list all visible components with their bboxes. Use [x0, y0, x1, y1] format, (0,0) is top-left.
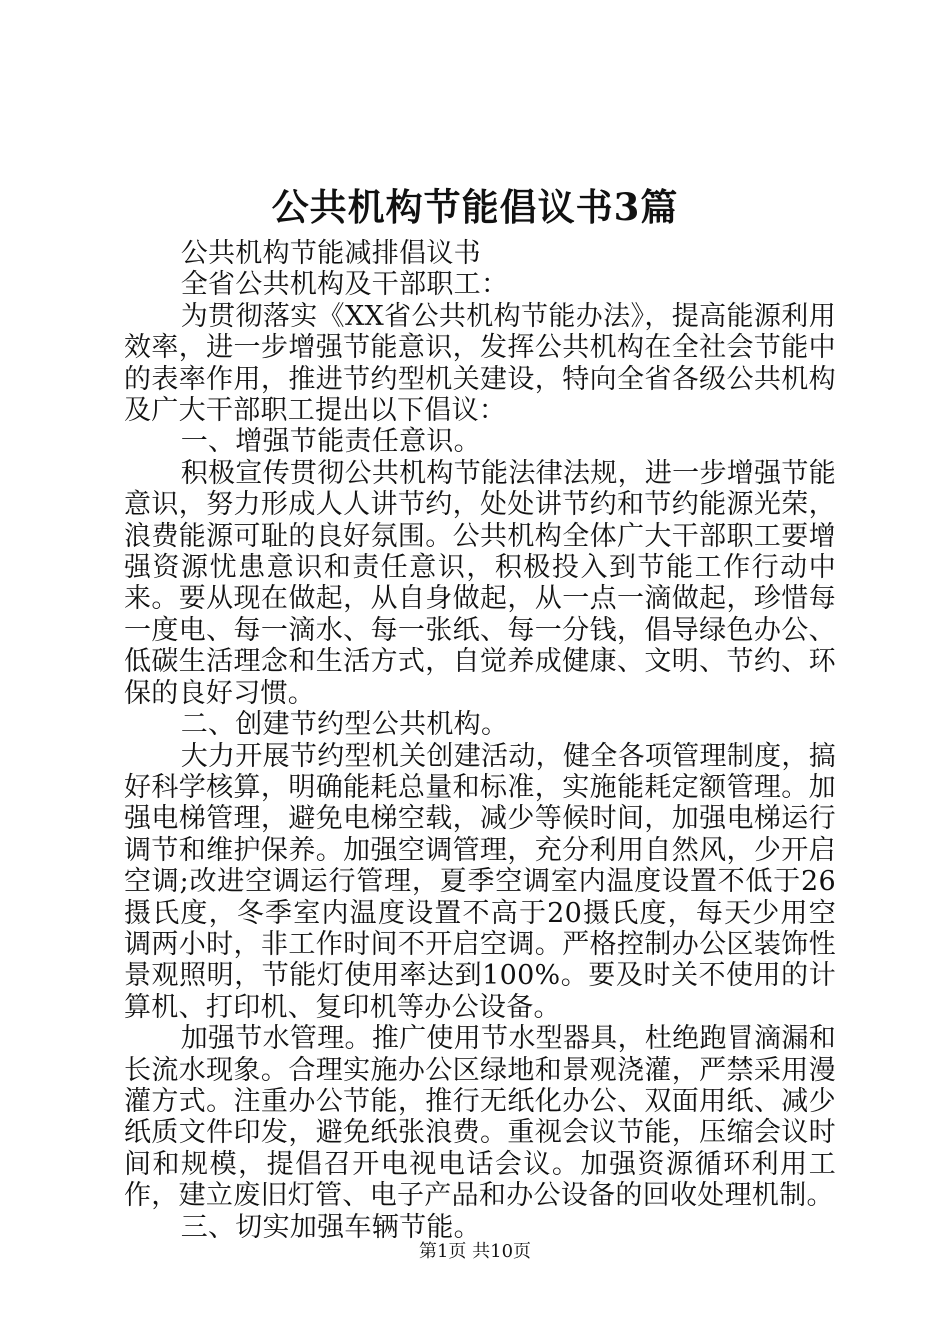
paragraph-section-1: 积极宣传贯彻公共机构节能法律法规，进一步增强节能意识，努力形成人人讲节约，处处讲节约和节约能源光荣，浪费能源可耻的良好氛围。公共机构全体广大干部职工要增强资源忧患意识和责任意识，积极投入到节能工作行动中来。要从现在做起，从自身做起，从一点一滴做起，珍惜每一度电、每一滴水、每一张纸、每一分钱，倡导绿色办公、低碳生活理念和生活方式，自觉养成健康、文明、节约、环保的良好习惯。 — [124, 457, 836, 709]
paragraph-intro: 为贯彻落实《XX省公共机构节能办法》，提高能源利用效率，进一步增强节能意识，发挥公共机构在全社会节能中的表率作用，推进节约型机关建设，特向全省各级公共机构及广大干部职工提出以下倡议： — [124, 300, 836, 427]
paragraph-subtitle: 公共机构节能减排倡议书 — [180, 238, 481, 269]
paragraph-salutation: 全省公共机构及干部职工： — [180, 269, 509, 301]
section-heading-2: 二、创建节约型公共机构。 — [180, 709, 509, 741]
section-heading-1: 一、增强节能责任意识。 — [180, 426, 481, 458]
page-footer — [0, 1240, 950, 1264]
section-heading-3: 三、切实加强车辆节能。 — [180, 1211, 481, 1243]
document-body — [124, 238, 836, 1243]
paragraph-water-saving: 加强节水管理。推广使用节水型器具，杜绝跑冒滴漏和长流水现象。合理实施办公区绿地和景观浇灌，严禁采用漫灌方式。注重办公节能，推行无纸化办公、双面用纸、减少纸质文件印发，避免纸张浪费。重视会议节能，压缩会议时间和规模，提倡召开电视电话会议。加强资源循环利用工作，建立废旧灯管、电子产品和办公设备的回收处理机制。 — [124, 1023, 836, 1212]
document-title: 公共机构节能倡议书3篇 — [271, 185, 679, 229]
page-number-current: 第1页 — [418, 1241, 467, 1262]
page-number-total: 共10页 — [472, 1241, 532, 1262]
paragraph-section-2: 大力开展节约型机关创建活动，健全各项管理制度，搞好科学核算，明确能耗总量和标准，实施能耗定额管理。加强电梯管理，避免电梯空载，减少等候时间，加强电梯运行调节和维护保养。加强空调管理，充分利用自然风，少开启空调;改进空调运行管理，夏季空调室内温度设置不低于26摄氏度，冬季室内温度设置不高于20摄氏度，每天少用空调两小时，非工作时间不开启空调。严格控制办公区装饰性景观照明，节能灯使用率达到100%。要及时关不使用的计算机、打印机、复印机等办公设备。 — [124, 740, 836, 1023]
